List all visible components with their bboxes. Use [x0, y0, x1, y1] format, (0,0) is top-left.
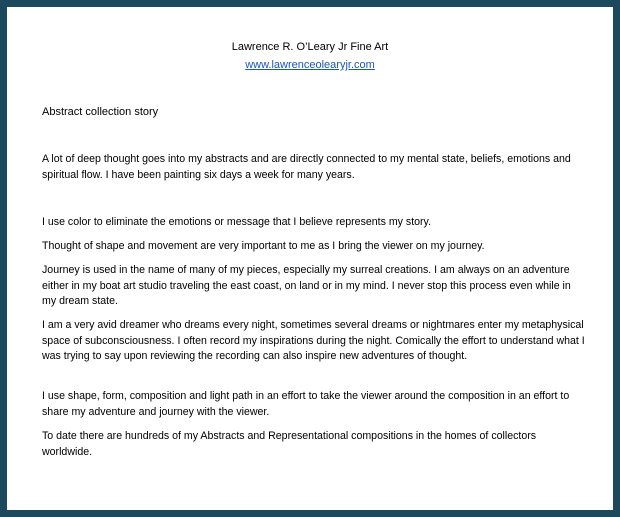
paragraph-6: I use shape, form, composition and light path in an effort to take the viewer around the composition in an effort to share my adventure and journey with the viewer.	[42, 390, 570, 418]
paragraph-3: Thought of shape and movement are very important to me as I bring the viewer on my journey.	[42, 240, 485, 252]
paragraph-1: A lot of deep thought goes into my abstracts and are directly connected to my mental state, beliefs, emotions and spiritual flow. I have been painting six days a week for many years.	[42, 153, 571, 181]
paragraph-5: I am a very avid dreamer who dreams every night, sometimes several dreams or nightmares enter my metaphysical space of subconsciousness. I often record my inspirations during the night. Comically the effort to understand what I was trying to say upon reviewing the recording can also inspire new adventures of thought.	[42, 319, 585, 363]
paragraph-4: Journey is used in the name of many of my pieces, especially my surreal creations. I am always on an adventure either in my boat art studio traveling the east coast, on land or in my mind. I never stop this process even while in my dream state.	[42, 264, 571, 308]
document-page	[7, 7, 613, 510]
website-link[interactable]: www.lawrenceolearyjr.com	[245, 59, 375, 71]
website-link-container	[7, 58, 613, 72]
paragraph-7: To date there are hundreds of my Abstracts and Representational compositions in the homes of collectors worldwide.	[42, 430, 537, 458]
document-title: Lawrence R. O’Leary Jr Fine Art	[231, 41, 389, 53]
section-heading: Abstract collection story	[42, 106, 159, 118]
paragraph-2: I use color to eliminate the emotions or message that I believe represents my story.	[42, 216, 432, 228]
